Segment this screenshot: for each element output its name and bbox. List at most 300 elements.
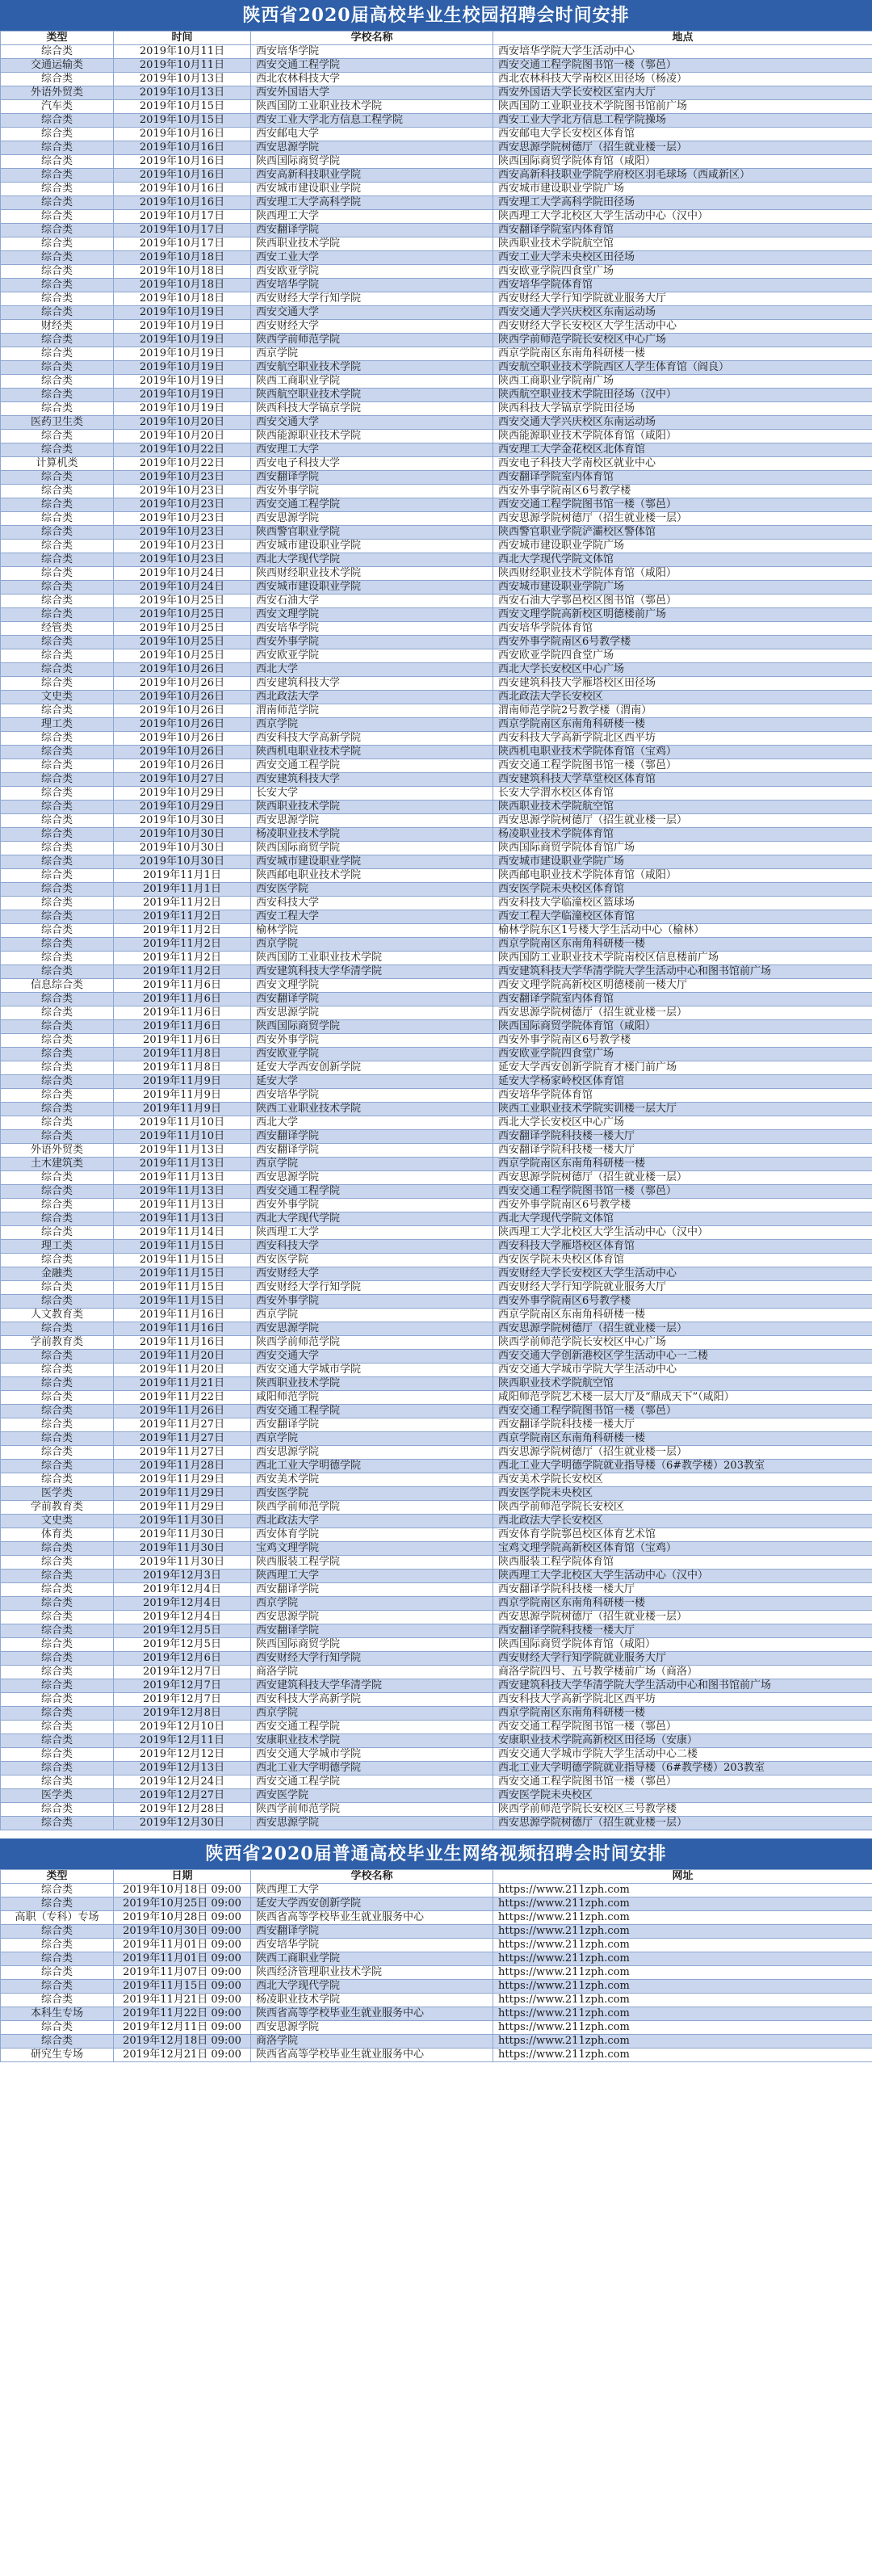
table-row: [1, 1130, 872, 1144]
cell-time: 2019年11月30日: [114, 1556, 251, 1570]
cell-type: 综合类: [1, 347, 114, 361]
cell-school: 西安外国语大学: [251, 86, 493, 100]
table-row: [1, 334, 872, 347]
cell-url-link[interactable]: https://www.211zph.com: [493, 1939, 872, 1952]
cell-time: 2019年11月1日: [114, 869, 251, 883]
cell-type: 综合类: [1, 1980, 114, 1994]
table-row: [1, 1460, 872, 1473]
cell-type: 信息综合类: [1, 979, 114, 993]
cell-location: 西安交通大学兴庆校区东南运动场: [493, 306, 872, 320]
table-row: [1, 1240, 872, 1254]
cell-school: 西安交通大学: [251, 416, 493, 430]
cell-date: 2019年11月15日 09:00: [114, 1980, 251, 1994]
table-row: [1, 1473, 872, 1487]
cell-school: 西安翻译学院: [251, 1624, 493, 1638]
table-row: [1, 1061, 872, 1075]
cell-school: 西安科技大学: [251, 1240, 493, 1254]
cell-date: 2019年10月30日 09:00: [114, 1925, 251, 1939]
table-row: [1, 1020, 872, 1034]
table-row: [1, 306, 872, 320]
cell-type: 综合类: [1, 1542, 114, 1556]
cell-location: 西安财经大学行知学院就业服务大厅: [493, 1281, 872, 1295]
cell-location: 西安美术学院长安校区: [493, 1473, 872, 1487]
cell-url-link[interactable]: https://www.211zph.com: [493, 2007, 872, 2021]
cell-school: 西安交通工程学院: [251, 59, 493, 73]
cell-school: 西安翻译学院: [251, 224, 493, 237]
table-row: [1, 1075, 872, 1089]
cell-location: 西安医学院未央校区: [493, 1487, 872, 1501]
table-row: [1, 1556, 872, 1570]
table-row: [1, 292, 872, 306]
cell-location: 陕西学前师范学院长安校区中心广场: [493, 334, 872, 347]
table-row: [1, 910, 872, 924]
table-row: [1, 1185, 872, 1199]
cell-location: 陕西职业技术学院航空馆: [493, 237, 872, 251]
cell-time: 2019年11月9日: [114, 1075, 251, 1089]
cell-type: 综合类: [1, 746, 114, 759]
cell-type: 综合类: [1, 237, 114, 251]
cell-school: 西安工程大学: [251, 910, 493, 924]
cell-school: 陕西学前师范学院: [251, 1803, 493, 1817]
cell-location: 西安翻译学院科技楼一楼大厅: [493, 1144, 872, 1158]
cell-time: 2019年10月23日: [114, 471, 251, 485]
cell-type: 综合类: [1, 430, 114, 443]
campus-fair-header-row: [1, 32, 872, 45]
cell-location: 陕西机电职业技术学院体育馆（宝鸡）: [493, 746, 872, 759]
cell-school: 西安城市建设职业学院: [251, 540, 493, 553]
table-row: [1, 718, 872, 732]
cell-time: 2019年11月6日: [114, 979, 251, 993]
cell-time: 2019年10月24日: [114, 567, 251, 581]
cell-type: 综合类: [1, 1817, 114, 1830]
cell-location: 西安财经大学行知学院就业服务大厅: [493, 1652, 872, 1666]
table-row: [1, 1432, 872, 1446]
cell-type: 综合类: [1, 883, 114, 897]
table-row: [1, 224, 872, 237]
cell-type: 综合类: [1, 1460, 114, 1473]
cell-location: 西安思源学院树德厅（招生就业楼一层）: [493, 1611, 872, 1624]
cell-type: 综合类: [1, 512, 114, 526]
cell-location: 西安培华学院体育馆: [493, 1089, 872, 1103]
cell-time: 2019年11月2日: [114, 897, 251, 910]
table-row: [1, 1528, 872, 1542]
table-row: [1, 196, 872, 210]
table-row: [1, 801, 872, 814]
table-row: [1, 375, 872, 389]
cell-type: 综合类: [1, 334, 114, 347]
cell-type: 综合类: [1, 498, 114, 512]
cell-time: 2019年11月8日: [114, 1048, 251, 1061]
cell-type: 理工类: [1, 718, 114, 732]
campus-fair-table: [0, 31, 872, 1830]
cell-school: 西安医学院: [251, 883, 493, 897]
cell-school: 陕西国际商贸学院: [251, 1020, 493, 1034]
cell-time: 2019年10月19日: [114, 306, 251, 320]
cell-school: 西安文理学院: [251, 979, 493, 993]
cell-time: 2019年11月1日: [114, 883, 251, 897]
cell-location: 西安科技大学高新学院北区西平坊: [493, 732, 872, 746]
table-row: [1, 1226, 872, 1240]
cell-school: 西安体育学院: [251, 1528, 493, 1542]
cell-time: 2019年11月29日: [114, 1473, 251, 1487]
cell-location: 西京学院南区东南角科研楼一楼: [493, 718, 872, 732]
cell-location: 西安理工大学金花校区北体育馆: [493, 443, 872, 457]
cell-location: 西安翻译学院室内体育馆: [493, 993, 872, 1006]
table-row: [1, 416, 872, 430]
cell-location: 西安思源学院树德厅（招生就业楼一层）: [493, 814, 872, 828]
cell-location: 西安欧亚学院四食堂广场: [493, 265, 872, 279]
cell-location: 西安文理学院高新校区明德楼前广场: [493, 608, 872, 622]
cell-url-link[interactable]: https://www.211zph.com: [493, 2049, 872, 2062]
cell-location: 陕西学前师范学院长安校区三号教学楼: [493, 1803, 872, 1817]
table-row: [1, 1295, 872, 1309]
cell-school: 西安交通工程学院: [251, 1721, 493, 1734]
cell-type: 综合类: [1, 1952, 114, 1966]
cell-time: 2019年11月6日: [114, 1020, 251, 1034]
cell-school: 西安外事学院: [251, 1034, 493, 1048]
table-row: [1, 1199, 872, 1212]
cell-type: 综合类: [1, 526, 114, 540]
cell-time: 2019年10月30日: [114, 814, 251, 828]
cell-date: 2019年12月18日 09:00: [114, 2035, 251, 2049]
header-location: 地点: [493, 32, 872, 45]
cell-url-link[interactable]: https://www.211zph.com: [493, 1994, 872, 2007]
table-row: [1, 1089, 872, 1103]
cell-type: 综合类: [1, 1048, 114, 1061]
cell-time: 2019年12月5日: [114, 1624, 251, 1638]
cell-location: 西安财经大学行知学院就业服务大厅: [493, 292, 872, 306]
cell-time: 2019年11月15日: [114, 1267, 251, 1281]
cell-type: 综合类: [1, 1803, 114, 1817]
cell-location: 西京学院南区东南角科研楼一楼: [493, 1597, 872, 1611]
table-row: [1, 1487, 872, 1501]
cell-type: 综合类: [1, 1006, 114, 1020]
cell-location: 西安外事学院南区6号教学楼: [493, 1295, 872, 1309]
cell-location: 西安城市建设职业学院广场: [493, 581, 872, 595]
cell-school: 西北大学现代学院: [251, 1980, 493, 1994]
table-row: [1, 1666, 872, 1679]
cell-type: 综合类: [1, 45, 114, 59]
cell-type: 综合类: [1, 787, 114, 801]
cell-location: 陕西国防工业职业技术学院图书馆前广场: [493, 100, 872, 114]
cell-url-link[interactable]: https://www.211zph.com: [493, 1966, 872, 1980]
cell-type: 综合类: [1, 1116, 114, 1130]
cell-type: 综合类: [1, 1034, 114, 1048]
cell-type: 综合类: [1, 677, 114, 691]
table-row: [1, 1624, 872, 1638]
cell-type: 综合类: [1, 663, 114, 677]
cell-time: 2019年12月10日: [114, 1721, 251, 1734]
table-row: [1, 100, 872, 114]
cell-time: 2019年12月13日: [114, 1762, 251, 1775]
cell-location: 西安科技大学临潼校区篮球场: [493, 897, 872, 910]
cell-type: 综合类: [1, 443, 114, 457]
table-row: [1, 567, 872, 581]
cell-location: 西安外事学院南区6号教学楼: [493, 636, 872, 649]
cell-time: 2019年10月19日: [114, 402, 251, 416]
cell-location: 西安医学院未央校区: [493, 1789, 872, 1803]
cell-school: 西安翻译学院: [251, 1583, 493, 1597]
cell-type: 综合类: [1, 649, 114, 663]
cell-time: 2019年11月21日: [114, 1377, 251, 1391]
cell-location: 西京学院南区东南角科研楼一楼: [493, 1432, 872, 1446]
cell-type: 综合类: [1, 869, 114, 883]
cell-type: 综合类: [1, 361, 114, 375]
table-row: [1, 237, 872, 251]
table-row: [1, 169, 872, 183]
cell-location: 西安城市建设职业学院广场: [493, 855, 872, 869]
cell-type: 综合类: [1, 1652, 114, 1666]
cell-location: 西安交通大学城市学院大学生活动中心: [493, 1364, 872, 1377]
cell-school: 西北大学现代学院: [251, 1212, 493, 1226]
cell-location: 西安欧亚学院四食堂广场: [493, 1048, 872, 1061]
cell-location: 西京学院南区东南角科研楼一楼: [493, 1158, 872, 1171]
table-row: [1, 183, 872, 196]
cell-location: 西安财经大学长安校区大学生活动中心: [493, 1267, 872, 1281]
cell-type: 综合类: [1, 773, 114, 787]
cell-type: 综合类: [1, 897, 114, 910]
table-row: [1, 869, 872, 883]
cell-school: 陕西能源职业技术学院: [251, 430, 493, 443]
cell-school: 咸阳师范学院: [251, 1391, 493, 1405]
cell-type: 文史类: [1, 691, 114, 704]
cell-time: 2019年11月13日: [114, 1158, 251, 1171]
cell-date: 2019年12月11日 09:00: [114, 2021, 251, 2035]
table-row: [1, 1597, 872, 1611]
cell-location: 西安石油大学鄠邑校区图书馆（鄠邑）: [493, 595, 872, 608]
table-row: [1, 1364, 872, 1377]
table-row: [1, 389, 872, 402]
cell-location: 西北大学长安校区中心广场: [493, 1116, 872, 1130]
table-row: [1, 1405, 872, 1418]
cell-type: 综合类: [1, 1226, 114, 1240]
table-row: [1, 361, 872, 375]
table-row: [1, 73, 872, 86]
table-row: [1, 2035, 872, 2049]
cell-school: 西安交通大学: [251, 306, 493, 320]
cell-school: 西安财经大学: [251, 1267, 493, 1281]
cell-time: 2019年11月13日: [114, 1212, 251, 1226]
cell-school: 西安思源学院: [251, 1322, 493, 1336]
cell-school: 西北工业大学明德学院: [251, 1762, 493, 1775]
cell-url-link[interactable]: https://www.211zph.com: [493, 2021, 872, 2035]
cell-location: 陕西职业技术学院航空馆: [493, 801, 872, 814]
cell-school: 西北工业大学明德学院: [251, 1460, 493, 1473]
cell-school: 西安外事学院: [251, 1199, 493, 1212]
cell-location: 西京学院南区东南角科研楼一楼: [493, 1309, 872, 1322]
cell-date: 2019年11月01日 09:00: [114, 1952, 251, 1966]
campus-fair-rows: [1, 45, 872, 1830]
table-row: [1, 471, 872, 485]
cell-location: 陕西工商职业学院南广场: [493, 375, 872, 389]
cell-school: 西安理工大学: [251, 443, 493, 457]
cell-location: 西安科技大学雁塔校区体育馆: [493, 1240, 872, 1254]
cell-time: 2019年11月29日: [114, 1501, 251, 1515]
online-fair-title: 陕西省2020届普通高校毕业生网络视频招聘会时间安排: [0, 1838, 872, 1869]
cell-type: 综合类: [1, 73, 114, 86]
cell-school: 榆林学院: [251, 924, 493, 938]
cell-location: 西安工业大学未央校区田径场: [493, 251, 872, 265]
cell-school: 西安思源学院: [251, 1006, 493, 1020]
cell-time: 2019年11月26日: [114, 1405, 251, 1418]
cell-type: 综合类: [1, 1405, 114, 1418]
table-row: [1, 1994, 872, 2007]
cell-time: 2019年10月18日: [114, 265, 251, 279]
cell-time: 2019年10月16日: [114, 128, 251, 141]
cell-type: 综合类: [1, 1570, 114, 1583]
cell-type: 综合类: [1, 993, 114, 1006]
cell-location: 西安翻译学院科技楼一楼大厅: [493, 1418, 872, 1432]
cell-location: 西北大学现代学院文体馆: [493, 553, 872, 567]
table-row: [1, 1911, 872, 1925]
cell-time: 2019年10月16日: [114, 196, 251, 210]
cell-location: 西安医学院未央校区体育馆: [493, 1254, 872, 1267]
cell-type: 综合类: [1, 1611, 114, 1624]
cell-school: 西安翻译学院: [251, 471, 493, 485]
table-row: [1, 787, 872, 801]
table-row: [1, 1171, 872, 1185]
cell-location: 西安交通工程学院图书馆一楼（鄠邑）: [493, 1405, 872, 1418]
cell-time: 2019年10月19日: [114, 334, 251, 347]
cell-school: 陕西省高等学校毕业生就业服务中心: [251, 2049, 493, 2062]
table-row: [1, 897, 872, 910]
cell-type: 综合类: [1, 924, 114, 938]
cell-time: 2019年12月8日: [114, 1707, 251, 1721]
cell-location: 陕西理工大学北校区大学生活动中心（汉中）: [493, 1570, 872, 1583]
cell-school: 西安医学院: [251, 1487, 493, 1501]
cell-type: 综合类: [1, 1254, 114, 1267]
table-row: [1, 855, 872, 869]
table-row: [1, 1309, 872, 1322]
cell-location: 西安外事学院南区6号教学楼: [493, 1199, 872, 1212]
cell-url-link[interactable]: https://www.211zph.com: [493, 1884, 872, 1897]
cell-time: 2019年10月23日: [114, 512, 251, 526]
cell-type: 综合类: [1, 1281, 114, 1295]
table-row: [1, 1418, 872, 1432]
cell-school: 西安财经大学行知学院: [251, 1281, 493, 1295]
cell-time: 2019年11月6日: [114, 1034, 251, 1048]
cell-location: 杨凌职业技术学院体育馆: [493, 828, 872, 842]
cell-type: 综合类: [1, 1199, 114, 1212]
cell-school: 陕西工商职业学院: [251, 1952, 493, 1966]
cell-date: 2019年11月22日 09:00: [114, 2007, 251, 2021]
cell-school: 陕西理工大学: [251, 1570, 493, 1583]
cell-type: 综合类: [1, 855, 114, 869]
cell-time: 2019年10月26日: [114, 663, 251, 677]
cell-url-link[interactable]: https://www.211zph.com: [493, 1980, 872, 1994]
cell-time: 2019年10月19日: [114, 361, 251, 375]
cell-url-link[interactable]: https://www.211zph.com: [493, 2035, 872, 2049]
cell-location: 西北大学长安校区中心广场: [493, 663, 872, 677]
cell-time: 2019年11月20日: [114, 1350, 251, 1364]
cell-type: 综合类: [1, 938, 114, 952]
table-row: [1, 1952, 872, 1966]
cell-school: 西安翻译学院: [251, 1130, 493, 1144]
cell-url-link[interactable]: https://www.211zph.com: [493, 1911, 872, 1925]
cell-time: 2019年10月24日: [114, 581, 251, 595]
section-gap: [0, 1830, 872, 1838]
cell-type: 综合类: [1, 196, 114, 210]
cell-time: 2019年10月25日: [114, 622, 251, 636]
cell-time: 2019年10月23日: [114, 553, 251, 567]
cell-time: 2019年10月25日: [114, 649, 251, 663]
cell-time: 2019年12月4日: [114, 1583, 251, 1597]
online-fair-rows: [1, 1884, 872, 2062]
online-fair-header-row: [1, 1870, 872, 1884]
cell-school: 陕西学前师范学院: [251, 334, 493, 347]
cell-url-link[interactable]: https://www.211zph.com: [493, 1952, 872, 1966]
cell-url-link[interactable]: https://www.211zph.com: [493, 1925, 872, 1939]
cell-location: 西安医学院未央校区体育馆: [493, 883, 872, 897]
table-row: [1, 649, 872, 663]
cell-location: 宝鸡文理学院高新校区体育馆（宝鸡）: [493, 1542, 872, 1556]
cell-location: 西安建筑科技大学草堂校区体育馆: [493, 773, 872, 787]
table-row: [1, 1116, 872, 1130]
cell-location: 西安理工大学高科学院田径场: [493, 196, 872, 210]
cell-type: 综合类: [1, 704, 114, 718]
table-row: [1, 608, 872, 622]
cell-school: 西安思源学院: [251, 1446, 493, 1460]
table-row: [1, 512, 872, 526]
table-row: [1, 210, 872, 224]
cell-type: 综合类: [1, 375, 114, 389]
cell-type: 综合类: [1, 485, 114, 498]
cell-type: 综合类: [1, 292, 114, 306]
table-row: [1, 952, 872, 965]
cell-school: 陕西学前师范学院: [251, 1336, 493, 1350]
cell-type: 综合类: [1, 1734, 114, 1748]
cell-time: 2019年11月13日: [114, 1144, 251, 1158]
cell-location: 榆林学院东区1号楼大学生活动中心（榆林）: [493, 924, 872, 938]
cell-type: 综合类: [1, 1020, 114, 1034]
cell-school: 西安培华学院: [251, 279, 493, 292]
online-fair-table: [0, 1869, 872, 2062]
cell-time: 2019年12月5日: [114, 1638, 251, 1652]
table-row: [1, 1350, 872, 1364]
cell-location: 安康职业技术学院高新校区田径场（安康）: [493, 1734, 872, 1748]
cell-type: 财经类: [1, 320, 114, 334]
cell-url-link[interactable]: https://www.211zph.com: [493, 1897, 872, 1911]
cell-date: 2019年12月21日 09:00: [114, 2049, 251, 2062]
table-row: [1, 128, 872, 141]
cell-type: 综合类: [1, 842, 114, 855]
cell-school: 西安翻译学院: [251, 1925, 493, 1939]
cell-date: 2019年10月28日 09:00: [114, 1911, 251, 1925]
cell-school: 西安邮电大学: [251, 128, 493, 141]
cell-location: 西安培华学院体育馆: [493, 279, 872, 292]
cell-time: 2019年11月9日: [114, 1103, 251, 1116]
cell-type: 综合类: [1, 1556, 114, 1570]
table-row: [1, 1789, 872, 1803]
cell-school: 陕西职业技术学院: [251, 237, 493, 251]
cell-location: 西安思源学院树德厅（招生就业楼一层）: [493, 1171, 872, 1185]
campus-fair-title: 陕西省2020届高校毕业生校园招聘会时间安排: [0, 0, 872, 31]
table-row: [1, 883, 872, 897]
cell-type: 综合类: [1, 553, 114, 567]
cell-type: 综合类: [1, 1350, 114, 1364]
cell-school: 延安大学西安创新学院: [251, 1061, 493, 1075]
cell-time: 2019年10月29日: [114, 801, 251, 814]
table-row: [1, 320, 872, 334]
cell-time: 2019年10月20日: [114, 416, 251, 430]
cell-type: 综合类: [1, 1418, 114, 1432]
cell-type: 综合类: [1, 952, 114, 965]
cell-type: 综合类: [1, 402, 114, 416]
cell-school: 西安外事学院: [251, 485, 493, 498]
table-row: [1, 595, 872, 608]
cell-time: 2019年11月2日: [114, 924, 251, 938]
cell-type: 综合类: [1, 2035, 114, 2049]
